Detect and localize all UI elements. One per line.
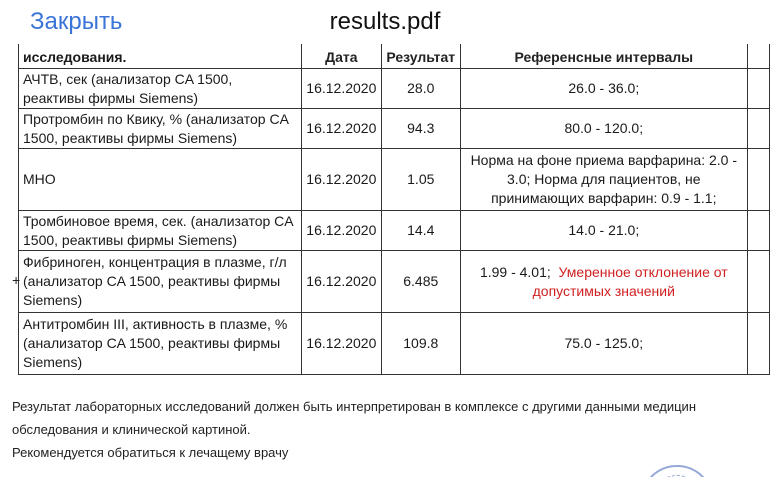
cell-extra [747, 69, 769, 109]
footer-note-3: Рекомендуется обратиться к лечащему врачу [12, 445, 289, 460]
test-reference: 75.0 - 125.0; [460, 313, 747, 375]
table-row [19, 109, 770, 149]
deviation-warning: Умеренное отклонение от допустимых значений [532, 263, 728, 299]
test-result: 6.485 [381, 251, 460, 313]
table-row [19, 251, 770, 313]
close-button[interactable]: Закрыть [30, 8, 123, 35]
test-reference: 14.0 - 21.0; [460, 211, 747, 251]
header-name: исследования. [19, 31, 302, 69]
cell-extra [747, 313, 769, 375]
test-name: МНО [19, 149, 302, 211]
test-date: 16.12.2020 [301, 149, 381, 211]
test-date: 16.12.2020 [301, 69, 381, 109]
reference-range: 1.99 - 4.01; [479, 263, 551, 280]
test-date: 16.12.2020 [301, 211, 381, 251]
stamp-seal [640, 465, 714, 477]
test-date: 16.12.2020 [301, 109, 381, 149]
header-date: Дата [301, 31, 381, 69]
cell-extra [747, 149, 769, 211]
footer-note-2: обследования и клинической картиной. [12, 422, 251, 437]
test-reference: 26.0 - 36.0; [460, 69, 747, 109]
table-row [19, 211, 770, 251]
table-row [19, 149, 770, 211]
test-reference [460, 251, 747, 313]
test-result: 1.05 [381, 149, 460, 211]
test-date: 16.12.2020 [301, 313, 381, 375]
table-row [19, 69, 770, 109]
abnormal-marker: + [12, 272, 21, 288]
header-reference: Референсные интервалы [460, 31, 747, 69]
header-result: Результат [381, 31, 460, 69]
title-bar [0, 0, 770, 44]
test-reference: 80.0 - 120.0; [460, 109, 747, 149]
test-reference: Норма на фоне приема варфарина: 2.0 - 3.0; Норма для пациентов, не принимающих варфарин: 0.9 - 1.1; [460, 149, 747, 211]
pdf-page[interactable] [0, 30, 770, 477]
document-title: results.pdf [329, 8, 441, 35]
test-name: Фибриноген, концентрация в плазме, г/л (анализатор CA 1500, реактивы фирмы Siemens) [19, 251, 302, 313]
table-row [19, 313, 770, 375]
cell-extra [747, 211, 769, 251]
test-name: Антитромбин III, активность в плазме, % (анализатор CA 1500, реактивы фирмы Siemens) [19, 313, 302, 375]
test-result: 28.0 [381, 69, 460, 109]
cell-extra [747, 251, 769, 313]
test-name: Тромбиновое время, сек. (анализатор CA 1500, реактивы фирмы Siemens) [19, 211, 302, 251]
test-result: 94.3 [381, 109, 460, 149]
results-table [18, 30, 770, 375]
test-date: 16.12.2020 [301, 251, 381, 313]
test-name: АЧТВ, сек (анализатор CA 1500, реактивы фирмы Siemens) [19, 69, 302, 109]
cell-extra [747, 109, 769, 149]
test-result: 14.4 [381, 211, 460, 251]
footer-note-1: Результат лабораторных исследований должен быть интерпретирован в комплексе с другими данными медицин [12, 399, 696, 414]
test-result: 109.8 [381, 313, 460, 375]
test-name: Протромбин по Квику, % (анализатор CA 1500, реактивы фирмы Siemens) [19, 109, 302, 149]
